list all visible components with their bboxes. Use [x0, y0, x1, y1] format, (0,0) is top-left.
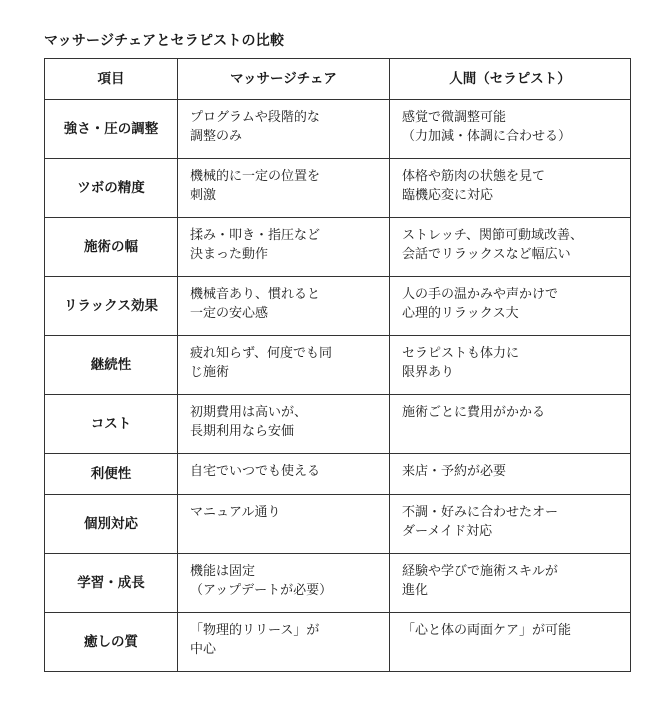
- cell-line: 自宅でいつでも使える: [190, 464, 321, 479]
- cell-line: 感覚で微調整可能: [402, 110, 507, 125]
- row-label: 個別対応: [45, 495, 178, 554]
- table-row: [45, 336, 631, 395]
- cell-line: 「物理的リリース」が: [190, 623, 320, 638]
- cell-line: 会話でリラックスなど幅広い: [402, 247, 571, 262]
- cell-line: プログラムや段階的な: [190, 110, 320, 125]
- cell-line: 中心: [190, 642, 217, 657]
- cell-line: 機械音あり、慣れると: [190, 287, 321, 302]
- table-row: [45, 554, 631, 613]
- cell-line: 「心と体の両面ケア」が可能: [402, 623, 572, 638]
- row-label: コスト: [45, 395, 178, 454]
- header-massage-chair: マッサージチェア: [178, 59, 390, 100]
- cell-line: 疲れ知らず、何度でも同: [190, 346, 332, 361]
- therapist-cell: [390, 454, 631, 495]
- cell-line: 人の手の温かみや声かけで: [402, 287, 559, 302]
- chair-cell: [178, 454, 390, 495]
- cell-line: （力加減・体調に合わせる）: [402, 129, 572, 144]
- cell-line: 揉み・叩き・指圧など: [190, 228, 321, 243]
- table-row: [45, 613, 631, 672]
- table-row: [45, 395, 631, 454]
- row-label: 利便性: [45, 454, 178, 495]
- therapist-cell: [390, 613, 631, 672]
- chair-cell: [178, 100, 390, 159]
- cell-line: 初期費用は高いが、: [190, 405, 308, 420]
- row-label: 学習・成長: [45, 554, 178, 613]
- cell-line: 機能は固定: [190, 564, 256, 579]
- chair-cell: [178, 613, 390, 672]
- cell-line: ダーメイド対応: [402, 524, 493, 539]
- table-row: [45, 495, 631, 554]
- chair-cell: [178, 218, 390, 277]
- table-header: [45, 59, 631, 100]
- row-label: 施術の幅: [45, 218, 178, 277]
- cell-line: 機械的に一定の位置を: [190, 169, 321, 184]
- row-label: 強さ・圧の調整: [45, 100, 178, 159]
- cell-line: マニュアル通り: [190, 505, 281, 520]
- table-row: [45, 454, 631, 495]
- cell-line: 不調・好みに合わせたオー: [402, 505, 559, 520]
- row-label: ツボの精度: [45, 159, 178, 218]
- cell-line: 限界あり: [402, 365, 455, 380]
- row-label: 癒しの質: [45, 613, 178, 672]
- table-row: [45, 100, 631, 159]
- header-item: 項目: [45, 59, 178, 100]
- therapist-cell: [390, 159, 631, 218]
- row-label: 継続性: [45, 336, 178, 395]
- page-title: マッサージチェアとセラピストの比較: [44, 33, 285, 49]
- chair-cell: [178, 336, 390, 395]
- cell-line: 進化: [402, 583, 429, 598]
- cell-line: 長期利用なら安価: [190, 424, 295, 439]
- table-row: [45, 159, 631, 218]
- cell-line: セラピストも体力に: [402, 346, 520, 361]
- chair-cell: [178, 395, 390, 454]
- chair-cell: [178, 495, 390, 554]
- therapist-cell: [390, 554, 631, 613]
- therapist-cell: [390, 395, 631, 454]
- cell-line: 施術ごとに費用がかかる: [402, 405, 546, 420]
- chair-cell: [178, 159, 390, 218]
- cell-line: 決まった動作: [190, 247, 269, 262]
- chair-cell: [178, 554, 390, 613]
- cell-line: 臨機応変に対応: [402, 188, 494, 203]
- comparison-table: [44, 58, 631, 672]
- cell-line: （アップデートが必要）: [190, 583, 333, 598]
- chair-cell: [178, 277, 390, 336]
- therapist-cell: [390, 100, 631, 159]
- cell-line: 体格や筋肉の状態を見て: [402, 169, 546, 184]
- cell-line: 来店・予約が必要: [402, 464, 507, 479]
- cell-line: 心理的リラックス大: [402, 306, 519, 321]
- cell-line: 刺激: [190, 188, 217, 203]
- table-row: [45, 277, 631, 336]
- header-therapist: 人間（セラピスト）: [390, 59, 631, 100]
- header-row: [45, 59, 631, 100]
- cell-line: ストレッチ、関節可動域改善、: [402, 228, 583, 243]
- therapist-cell: [390, 495, 631, 554]
- cell-line: 調整のみ: [190, 129, 243, 144]
- table-body: [45, 100, 631, 672]
- row-label: リラックス効果: [45, 277, 178, 336]
- cell-line: 経験や学びで施術スキルが: [402, 564, 558, 579]
- cell-line: 一定の安心感: [190, 306, 269, 321]
- table-row: [45, 218, 631, 277]
- therapist-cell: [390, 218, 631, 277]
- therapist-cell: [390, 336, 631, 395]
- therapist-cell: [390, 277, 631, 336]
- cell-line: じ施術: [190, 365, 230, 380]
